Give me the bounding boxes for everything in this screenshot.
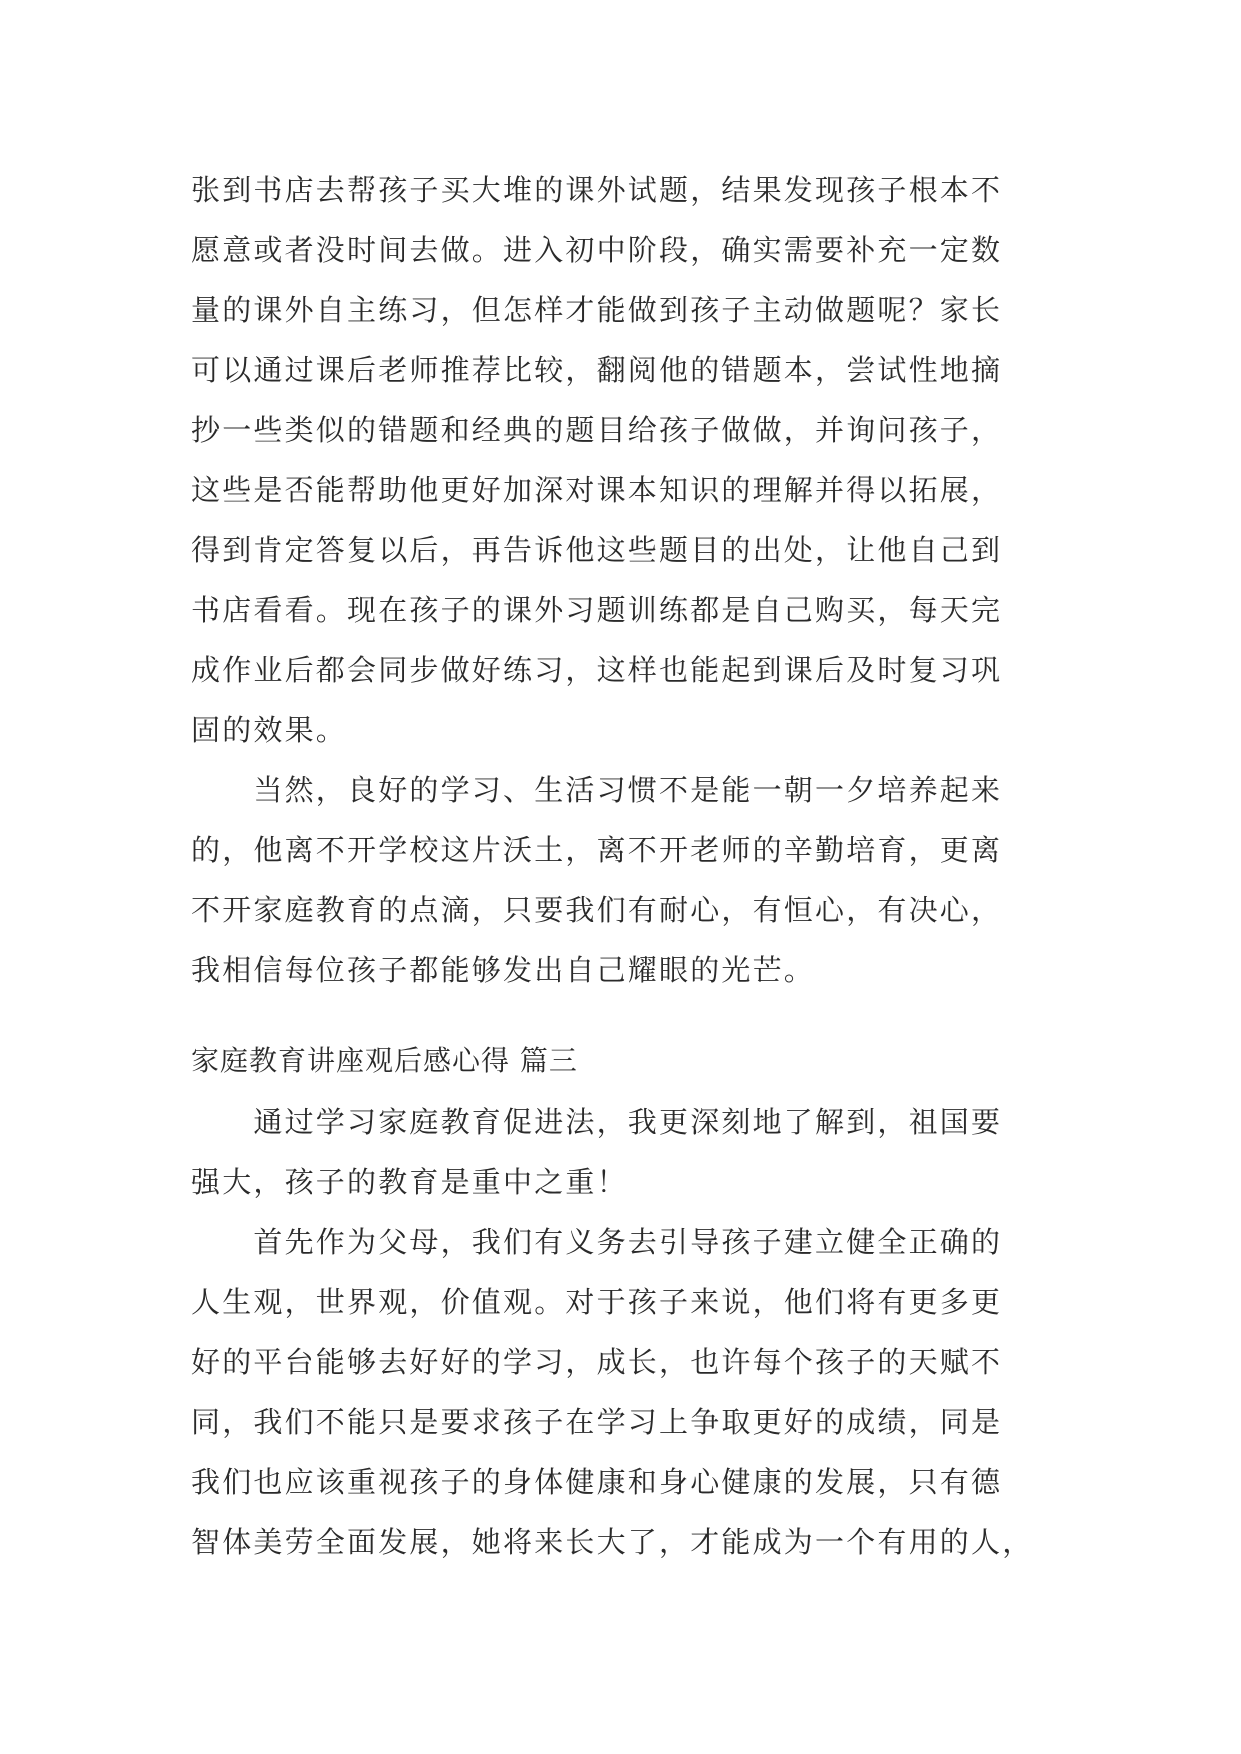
paragraph-line: 量的课外自主练习，但怎样才能做到孩子主动做题呢？家长 <box>191 293 1003 327</box>
section-heading: 家庭教育讲座观后感心得 篇三 <box>191 1044 578 1077</box>
paragraph-line: 我相信每位孩子都能够发出自己耀眼的光芒。 <box>191 953 816 987</box>
paragraph-line: 当然，良好的学习、生活习惯不是能一朝一夕培养起来 <box>191 773 1003 807</box>
paragraph-line: 成作业后都会同步做好练习，这样也能起到课后及时复习巩 <box>191 653 1003 687</box>
paragraph-1 <box>191 160 1061 760</box>
paragraph-line: 智体美劳全面发展，她将来长大了，才能成为一个有用的人， <box>191 1525 1034 1559</box>
paragraph-line: 得到肯定答复以后，再告诉他这些题目的出处，让他自己到 <box>191 533 1003 567</box>
paragraph-3 <box>191 1092 1061 1212</box>
paragraph-line: 强大，孩子的教育是重中之重！ <box>191 1165 628 1199</box>
paragraph-line: 好的平台能够去好好的学习，成长，也许每个孩子的天赋不 <box>191 1345 1003 1379</box>
paragraph-line: 书店看看。现在孩子的课外习题训练都是自己购买，每天完 <box>191 593 1003 627</box>
paragraph-line: 张到书店去帮孩子买大堆的课外试题，结果发现孩子根本不 <box>191 173 1003 207</box>
paragraph-line: 通过学习家庭教育促进法，我更深刻地了解到，祖国要 <box>191 1105 1003 1139</box>
paragraph-line: 的，他离不开学校这片沃土，离不开老师的辛勤培育，更离 <box>191 833 1003 867</box>
paragraph-line: 抄一些类似的错题和经典的题目给孩子做做，并询问孩子， <box>191 413 1003 447</box>
paragraph-2 <box>191 760 1061 1000</box>
paragraph-line: 人生观，世界观，价值观。对于孩子来说，他们将有更多更 <box>191 1285 1003 1319</box>
paragraph-line: 我们也应该重视孩子的身体健康和身心健康的发展，只有德 <box>191 1465 1003 1499</box>
paragraph-line: 首先作为父母，我们有义务去引导孩子建立健全正确的 <box>191 1225 1003 1259</box>
paragraph-line: 可以通过课后老师推荐比较，翻阅他的错题本，尝试性地摘 <box>191 353 1003 387</box>
paragraph-line: 不开家庭教育的点滴，只要我们有耐心，有恒心，有决心， <box>191 893 1003 927</box>
paragraph-line: 固的效果。 <box>191 713 348 747</box>
paragraph-line: 同，我们不能只是要求孩子在学习上争取更好的成绩，同是 <box>191 1405 1003 1439</box>
document-body <box>191 160 1061 1572</box>
paragraph-line: 这些是否能帮助他更好加深对课本知识的理解并得以拓展， <box>191 473 1003 507</box>
section-spacer <box>191 1000 1061 1030</box>
paragraph-line: 愿意或者没时间去做。进入初中阶段，确实需要补充一定数 <box>191 233 1003 267</box>
paragraph-4 <box>191 1212 1061 1572</box>
